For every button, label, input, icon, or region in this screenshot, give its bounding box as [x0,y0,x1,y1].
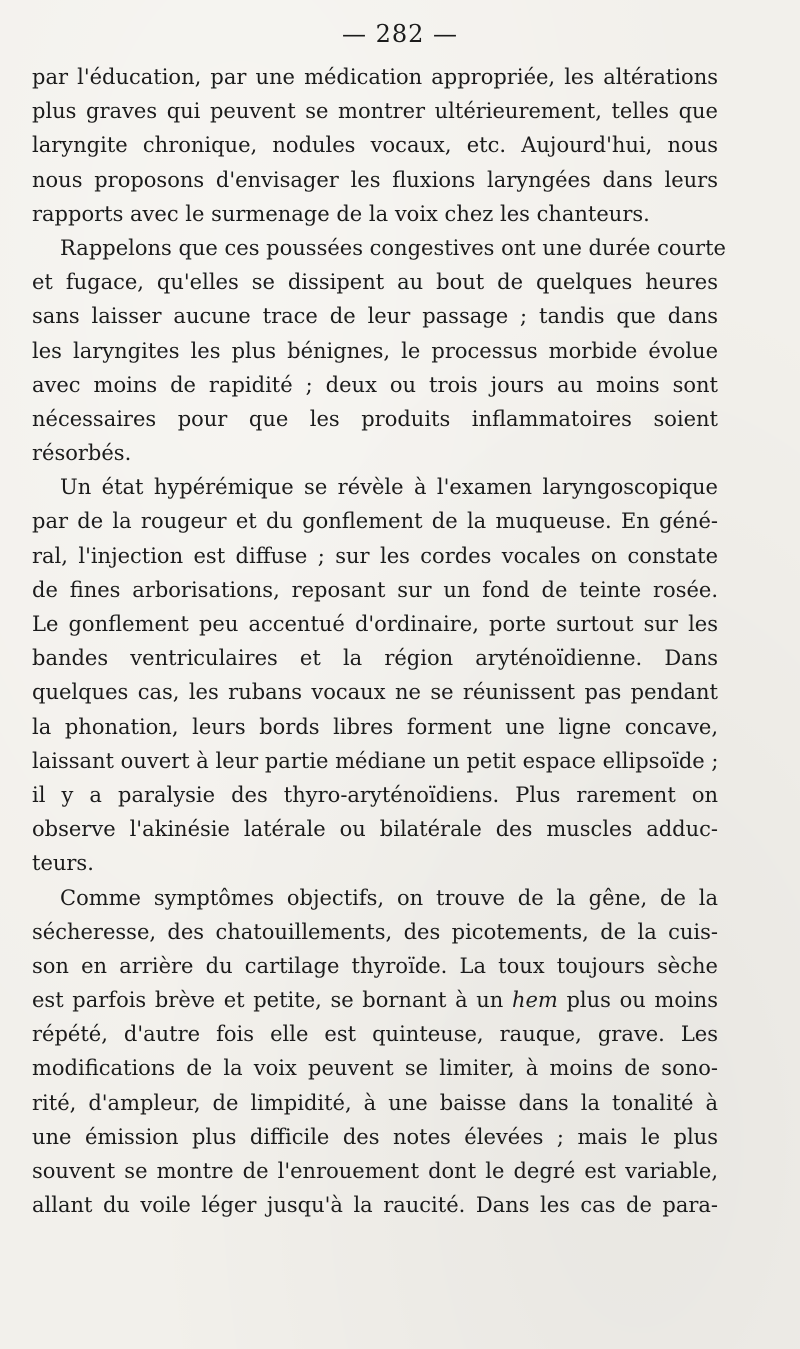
text-line: de fines arborisations, reposant sur un fond de teinte rosée. [32,577,718,602]
page-number: — 282 — [341,20,459,48]
emphasized-word: hem [511,988,558,1013]
text-line: résorbés. [32,441,132,466]
text-line: bandes ventriculaires et la région aryténoïdienne. Dans [32,646,718,671]
text-segment: plus ou moins [557,988,718,1013]
text-line: souvent se montre de l'enrouement dont le degré est variable, [32,1159,718,1183]
text-line: les laryngites les plus bénignes, le processus morbide évolue [32,338,718,363]
text-line: modifications de la voix peuvent se limiter, à moins de sono- [32,1056,718,1081]
text-line: observe l'akinésie latérale ou bilatérale des muscles adduc- [32,817,718,842]
text-line: une émission plus difficile des notes élevées ; mais le plus [32,1124,718,1149]
text-line: avec moins de rapidité ; deux ou trois jours au moins sont [32,372,718,397]
text-line: teurs. [32,851,94,876]
text-line-with-emphasis [32,983,718,1017]
text-line: ral, l'injection est diffuse ; sur les cordes vocales on constate [32,543,718,568]
paragraph-start-line: Un état hypérémique se révèle à l'examen laryngoscopique [60,475,718,500]
text-line: sécheresse, des chatouillements, des picotements, de la cuis- [32,919,718,944]
text-line: allant du voile léger jusqu'à la raucité. Dans les cas de para- [32,1193,718,1218]
text-line: par l'éducation, par une médication appropriée, les altérations [32,65,718,89]
text-line: son en arrière du cartilage thyroïde. La toux toujours sèche [32,953,718,978]
body-text [32,60,726,1222]
text-segment: est parfois brève et petite, se bornant à un [32,988,512,1013]
text-line: par de la rougeur et du gonflement de la muqueuse. En géné- [32,509,718,534]
text-line: laissant ouvert à leur partie médiane un petit espace ellipsoïde ; [32,748,719,773]
text-line: la phonation, leurs bords libres forment une ligne concave, [32,714,718,739]
text-line: laryngite chronique, nodules vocaux, etc. Aujourd'hui, nous [32,133,718,158]
paragraph-start-line: Rappelons que ces poussées congestives ont une durée courte [60,235,726,260]
text-line: sans laisser aucune trace de leur passage ; tandis que dans [32,304,718,329]
text-line: rité, d'ampleur, de limpidité, à une baisse dans la tonalité à [32,1090,718,1115]
text-line: Le gonflement peu accentué d'ordinaire, porte surtout sur les [32,612,718,636]
text-line: plus graves qui peuvent se montrer ultérieurement, telles que [32,99,718,124]
text-line: et fugace, qu'elles se dissipent au bout de quelques heures [32,270,718,295]
paragraph-start-line: Comme symptômes objectifs, on trouve de la gêne, de la [60,885,718,910]
text-line: rapports avec le surmenage de la voix chez les chanteurs. [32,201,650,226]
text-line: il y a paralysie des thyro-aryténoïdiens. Plus rarement on [32,782,718,807]
text-line: répété, d'autre fois elle est quinteuse, rauque, grave. Les [32,1022,718,1047]
text-line: quelques cas, les rubans vocaux ne se réunissent pas pendant [32,680,718,705]
text-line: nous proposons d'envisager les fluxions laryngées dans leurs [32,167,718,192]
text-line: nécessaires pour que les produits inflammatoires soient [32,406,718,431]
